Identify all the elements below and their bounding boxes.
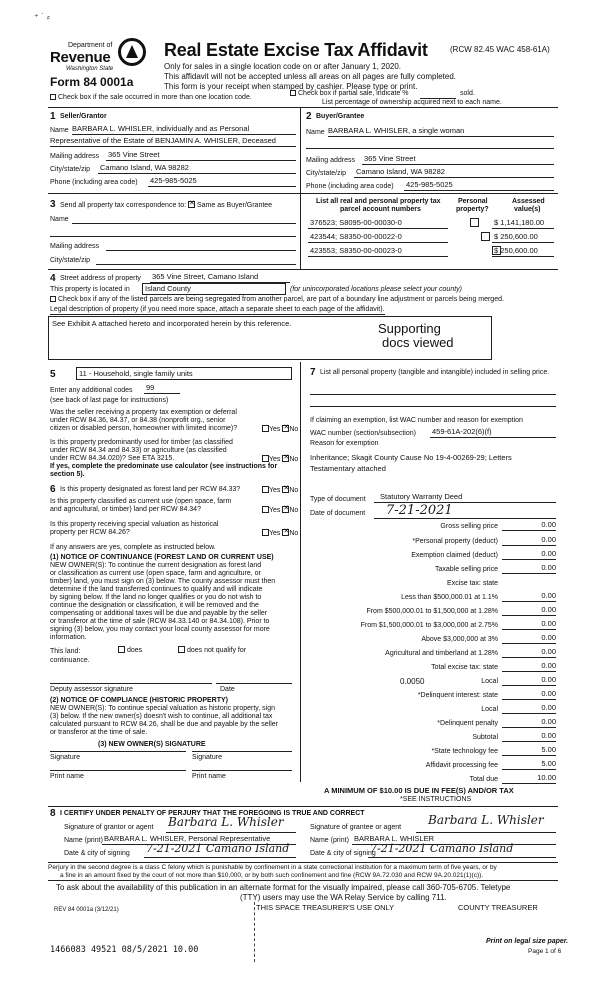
notice1-line: signing (3) below, you may contact your local county assessor for more <box>50 626 270 633</box>
q6-2-line2: and agricultural, or timber) land per RCW 84.34? <box>50 506 201 513</box>
doc-type-value: Statutory Warranty Deed <box>380 492 463 501</box>
tax-row-line <box>502 573 556 574</box>
deputy-sig-label: Deputy assessor signature <box>50 686 133 693</box>
scan-mark: ⁺ ˙ ⸗ <box>34 12 50 22</box>
yes-label: Yes <box>269 426 281 433</box>
tax-row-line <box>502 727 556 728</box>
notice3-title: (3) NEW OWNER(S) SIGNATURE <box>98 741 206 748</box>
yes-checkbox[interactable] <box>262 506 269 513</box>
tax-row-line <box>502 559 556 560</box>
notice1-line: or classification as current use (open space, farm and agriculture, or <box>50 570 261 577</box>
yes-checkbox[interactable] <box>262 425 269 432</box>
seller-address-label: Mailing address <box>50 153 100 160</box>
parcel-number: 423553; S8350-00-00023-0 <box>310 246 402 255</box>
new-owner-sig-line-2 <box>192 751 292 752</box>
parcels-header-2: Personal <box>458 198 488 205</box>
grantor-signature: Barbara L. Whisler <box>168 815 284 829</box>
dept-line2: Revenue <box>50 49 111 66</box>
tax-row-value: 0.00 <box>541 591 556 600</box>
partial-sale-label: Check box if partial sale, indicate % <box>298 90 409 97</box>
seller-phone-line <box>148 186 296 187</box>
tax-row-line <box>502 755 556 756</box>
seller-city: Camano Island, WA 98282 <box>100 163 189 172</box>
county-select[interactable] <box>142 283 286 295</box>
tax-row-label: Exemption claimed (deduct) <box>411 552 498 559</box>
subtitle-1: Only for sales in a single location code on or after January 1, 2020. <box>164 62 402 71</box>
doc-type-label: Type of document <box>310 496 366 503</box>
codes-value: 99 <box>146 383 155 392</box>
local-rate: 0.0050 <box>400 677 425 686</box>
alt-format-2: (TTY) users may use the WA Relay Service by calling 711. <box>240 893 447 902</box>
notice2-line: calculated pursuant to RCW 84.26, shall be due and payable by the seller <box>50 721 279 728</box>
yes-checkbox[interactable] <box>262 486 269 493</box>
tax-row-label: Subtotal <box>472 734 498 741</box>
exemption-label: If claiming an exemption, list WAC number and reason for exemption <box>310 417 523 424</box>
tax-row-value: 0.00 <box>541 619 556 628</box>
tax-row-label: From $500,000.01 to $1,500,000 at 1.28% <box>366 608 498 615</box>
q5-2b-line1: If yes, complete the predominate use calculator (see instructions for <box>50 463 278 470</box>
tax-row-label: Local <box>481 678 498 685</box>
tax-row-label: Above $3,000,000 at 3% <box>421 636 498 643</box>
corr-mailing-line <box>106 250 296 251</box>
does-label: does <box>126 647 143 654</box>
q5-1-line1: Was the seller receiving a property tax exemption or deferral <box>50 409 237 416</box>
section-2-number: 2 <box>306 111 312 122</box>
q5-1-yesno[interactable] <box>262 425 298 434</box>
notice1-line: NEW OWNER(S): To continue the current designation as forest land <box>50 562 262 569</box>
new-owner-sig-line-1 <box>50 751 186 752</box>
does-not-label: does not qualify for <box>186 647 247 654</box>
tax-row-value: 0.00 <box>541 689 556 698</box>
seller-phone-label: Phone (including area code) <box>50 179 138 186</box>
notice1-line: information. <box>50 634 87 641</box>
yes-checkbox[interactable] <box>262 455 269 462</box>
q6-1-yesno[interactable] <box>262 486 298 495</box>
buyer-phone-label: Phone (including area code) <box>306 183 394 190</box>
section-1-number: 1 <box>50 111 56 122</box>
tax-row-line <box>502 671 556 672</box>
parcel-line <box>308 242 448 243</box>
tax-row-line <box>502 530 556 531</box>
tax-row-label: Total excise tax: state <box>431 664 498 671</box>
section-divider <box>300 107 301 269</box>
buyer-address-label: Mailing address <box>306 157 356 164</box>
correspondence-label <box>60 201 272 210</box>
tax-row-line <box>502 699 556 700</box>
grantee-date-line <box>368 857 556 858</box>
tax-row-line <box>502 741 556 742</box>
street-label: Street address of property <box>60 275 141 282</box>
section-3-number: 3 <box>50 199 56 210</box>
buyer-address-line <box>362 164 554 165</box>
tax-row-label: Excise tax: state <box>447 580 498 587</box>
tax-row-value: 0.00 <box>541 731 556 740</box>
tax-row-value: 0.00 <box>541 675 556 684</box>
yes-label: Yes <box>269 530 281 537</box>
q5-2b-line2: section 5). <box>50 471 85 478</box>
codes-label: Enter any additional codes <box>50 387 133 394</box>
print-line-2 <box>192 770 292 771</box>
parcel-number: 376523; S8095-00-00030-0 <box>310 218 402 227</box>
doc-date-value: 7-21-2021 <box>386 503 453 518</box>
q6-2-line1: Is this property classified as current use (open space, farm <box>50 498 232 505</box>
doc-date-line <box>374 518 556 519</box>
legal-label: Legal description of property (if you need more space, attach a separate sheet to each page of the affidavit). <box>50 306 385 315</box>
buyer-name: BARBARA L. WHISLER, a single woman <box>328 126 465 135</box>
parcels-header-3: Assessed <box>512 198 545 205</box>
seller-phone: 425-985-5025 <box>150 176 197 185</box>
value-line <box>492 242 554 243</box>
tax-row-value: 5.00 <box>541 745 556 754</box>
no-checkbox[interactable] <box>282 486 289 493</box>
tax-row-line <box>502 601 556 602</box>
seller-address-line <box>106 160 296 161</box>
dept-line1: Department of <box>68 42 113 49</box>
checkbox-icon[interactable] <box>118 646 125 653</box>
stamp-line-2: docs viewed <box>382 335 454 350</box>
no-checkbox[interactable] <box>282 425 289 432</box>
tax-row-label: *Personal property (deduct) <box>412 538 498 545</box>
perjury-line-2: a fine in an amount fixed by the court of not more than $10,000, or by both such confinement and fine (RCW 9A.72.030 and RCW 9A.20.021(1)(c)). <box>60 872 484 879</box>
corr-city-line <box>96 264 296 265</box>
seller-city-line <box>98 173 296 174</box>
land-use-value: 11 - Household, single family units <box>79 369 193 378</box>
yes-label: Yes <box>269 456 281 463</box>
tax-row-line <box>502 657 556 658</box>
personal-property-checkbox[interactable] <box>470 218 479 227</box>
tax-row-value: 0.00 <box>541 633 556 642</box>
tax-row-value: 0.00 <box>541 605 556 614</box>
form-title: Real Estate Excise Tax Affidavit <box>164 40 428 60</box>
deputy-date-label: Date <box>220 686 235 693</box>
section-6-number: 6 <box>50 484 56 495</box>
tax-row-line <box>502 545 556 546</box>
located-label: This property is located in <box>50 286 130 293</box>
signature-label-1: Signature <box>50 754 80 761</box>
notice1-line: timber) land, you must sign on (3) below. The county assessor must then <box>50 578 276 585</box>
doc-date-label: Date of document <box>310 510 366 517</box>
tax-row-value: 0.00 <box>541 647 556 656</box>
q5-1-line3: citizen or disabled person, homeowner with limited income)? <box>50 425 238 432</box>
grantor-date: 7-21-2021 Camano Island <box>146 842 290 855</box>
deputy-sig-line <box>50 683 212 684</box>
no-checkbox[interactable] <box>282 506 289 513</box>
street-value: 365 Vine Street, Camano Island <box>152 272 259 281</box>
grantee-sig-label: Signature of grantee or agent <box>310 824 402 831</box>
notice1-line: compensating or additional taxes will be due and payable by the seller <box>50 610 268 617</box>
parcels-header-2b: property? <box>456 206 489 213</box>
tax-row-label: Gross selling price <box>440 523 498 530</box>
tax-row-label: From $1,500,000.01 to $3,000,000 at 2.75% <box>360 622 498 629</box>
notice2-line: or transferor at the time of sale. <box>50 729 148 736</box>
seller-name-label: Name <box>50 127 69 134</box>
tax-row-label: Agricultural and timberland at 1.28% <box>385 650 498 657</box>
section8-top <box>48 806 558 807</box>
corr-name2-line <box>50 236 296 237</box>
tax-row-label: Less than $500,000.01 at 1.1% <box>401 594 498 601</box>
grantee-name-label: Name (print) <box>310 837 349 844</box>
q6-1: Is this property designated as forest land per RCW 84.33? <box>60 486 241 493</box>
treasurer-use: THIS SPACE TREASURER'S USE ONLY <box>256 903 395 912</box>
dept-line3: Washington State <box>66 66 114 72</box>
tax-row-line <box>502 769 556 770</box>
grantee-sig-line <box>416 832 556 833</box>
tax-row-label: Affidavit processing fee <box>425 762 498 769</box>
segregated-checkbox[interactable] <box>50 296 504 304</box>
section-5-number: 5 <box>50 369 56 380</box>
value-line <box>492 228 554 229</box>
signature-label-2: Signature <box>192 754 222 761</box>
tax-row-label: *Delinquent interest: state <box>417 692 498 699</box>
seller-name-line1: BARBARA L. WHISLER, individually and as Personal <box>72 124 250 133</box>
yes-label: Yes <box>269 487 281 494</box>
no-label: No <box>289 426 299 433</box>
yes-label: Yes <box>269 507 281 514</box>
treasurer-divider <box>254 902 255 962</box>
sold-label: sold. <box>460 90 475 97</box>
see-back: (see back of last page for instructions) <box>50 397 169 404</box>
corr-city-label: City/state/zip <box>50 257 91 264</box>
seller-name2-line <box>50 146 296 147</box>
q6-3-line1: Is this property receiving special valuation as historical <box>50 521 219 528</box>
corr-mailing-label: Mailing address <box>50 243 100 250</box>
notice1-line: continue the designation or classification, it will be removed and the <box>50 602 259 609</box>
section-8-number: 8 <box>50 808 56 819</box>
q6-3-yesno[interactable] <box>262 529 298 538</box>
parcel-value: $ 1,141,180.00 <box>494 218 545 227</box>
parcels-header-1b: parcel account numbers <box>340 206 421 213</box>
reason-line-1: Inheritance; Skagit County Cause No 19-4-00269-29; Letters <box>310 453 512 462</box>
header-divider <box>48 107 558 108</box>
tax-row-value: 0.00 <box>541 520 556 529</box>
no-checkbox[interactable] <box>282 455 289 462</box>
buyer-city: Camano Island, WA 98282 <box>356 167 445 176</box>
grantor-name-label: Name (print) <box>64 837 103 844</box>
tax-row-line <box>502 685 556 686</box>
wac-value: 459-61A-202(6)(f) <box>432 427 492 436</box>
grantor-date-line <box>144 857 296 858</box>
continuance-label: continuance. <box>50 657 90 664</box>
page-number: Page 1 of 6 <box>528 948 562 955</box>
no-checkbox[interactable] <box>282 529 289 536</box>
section-7-number: 7 <box>310 367 316 378</box>
buyer-phone: 425-985-5025 <box>406 180 453 189</box>
tax-row-value: 0.00 <box>541 703 556 712</box>
tax-row-value: 0.00 <box>541 535 556 544</box>
checkbox-icon[interactable] <box>178 646 185 653</box>
buyer-name-label: Name <box>306 129 325 136</box>
grantee-date: 7-21-2021 Camano Island <box>370 842 514 855</box>
corr-name-label: Name <box>50 216 69 223</box>
multi-location-checkbox[interactable] <box>50 94 252 102</box>
grantee-name: BARBARA L. WHISLER <box>354 834 435 843</box>
grantor-sig-label: Signature of grantor or agent <box>64 824 154 831</box>
buyer-name-line <box>328 136 554 137</box>
section-4-number: 4 <box>50 273 56 284</box>
county-value: Island County <box>145 284 191 293</box>
buyer-address: 365 Vine Street <box>364 154 416 163</box>
revenue-logo-icon <box>118 38 146 66</box>
county-treasurer: COUNTY TREASURER <box>458 903 538 912</box>
print-name-label-1: Print name <box>50 773 84 780</box>
parcel-value: $ 250,600.00 <box>494 246 538 255</box>
grantor-name: BARBARA L. WHISLER, Personal Representative <box>104 834 271 843</box>
tax-row-value: 0.00 <box>541 563 556 572</box>
no-label: No <box>289 487 299 494</box>
see-instructions: *SEE INSTRUCTIONS <box>400 796 472 803</box>
seller-name-line <box>72 134 296 135</box>
checkbox-icon[interactable] <box>50 94 56 100</box>
seller-address: 365 Vine Street <box>108 150 160 159</box>
notice2-title: (2) NOTICE OF COMPLIANCE (HISTORIC PROPERTY) <box>50 697 228 704</box>
land-use-select[interactable] <box>76 367 292 380</box>
rev-number: REV 84 0001a (3/12/21) <box>54 907 119 913</box>
stamp-line-1: Supporting <box>378 321 441 336</box>
partial-sale-checkbox[interactable] <box>290 90 409 98</box>
tax-row-value: 0.00 <box>541 661 556 670</box>
notice1-line: determine if the land transferred continues to qualify and will indicate <box>50 586 263 593</box>
print-name-label-2: Print name <box>192 773 226 780</box>
deputy-date-line <box>216 683 292 684</box>
column-divider <box>300 362 301 782</box>
recording-stamp: 1466083 49521 08/5/2021 10.00 <box>50 945 199 955</box>
unincorporated-note: (for unincorporated locations please select your county) <box>290 286 462 293</box>
section3-bottom <box>48 269 558 270</box>
q5-2-line1: Is this property predominantly used for timber (as classified <box>50 439 233 446</box>
tax-row-value: 0.00 <box>541 717 556 726</box>
perjury-line-1: Perjury in the second degree is a class C felony which is punishable by confinement in a state correctional institution for a maximum term of five years, or by <box>48 864 497 871</box>
q6-3-line2: property per RCW 84.26? <box>50 529 130 536</box>
subtitle-3: This form is your receipt when stamped by cashier. Please type or print. <box>164 82 418 91</box>
this-land-label: This land: <box>50 648 81 655</box>
multi-location-label: Check box if the sale occurred in more than one location code. <box>58 94 252 101</box>
tax-row-value: 0.00 <box>541 549 556 558</box>
percentage-instruction: List percentage of ownership acquired next to each name. <box>322 99 502 106</box>
parcels-header-3b: value(s) <box>514 206 541 213</box>
rcw-ref: (RCW 82.45 WAC 458-61A) <box>450 45 550 54</box>
q5-2-line2: under RCW 84.34 and 84.33) or agriculture (as classified <box>50 447 227 454</box>
no-label: No <box>289 530 299 537</box>
yes-checkbox[interactable] <box>262 529 269 536</box>
personal-property-label: List all personal property (tangible and intangible) included in selling price. <box>320 369 550 376</box>
seller-city-label: City/state/zip <box>50 166 91 173</box>
perjury-divider <box>48 880 558 881</box>
grantee-date-label: Date & city of signing <box>310 850 376 857</box>
pp-line-1 <box>310 394 556 395</box>
tax-row-label: Taxable selling price <box>434 566 498 573</box>
parcel-value: $ 250,600.00 <box>494 232 538 241</box>
buyer-city-line <box>354 177 554 178</box>
value-line <box>492 256 554 257</box>
tax-row-line <box>502 629 556 630</box>
parcel-line <box>308 256 448 257</box>
checkbox-icon[interactable] <box>290 90 296 96</box>
tax-row-line <box>502 783 556 784</box>
buyer-name2-line <box>306 148 554 149</box>
codes-line <box>144 393 180 394</box>
parcels-header-1: List all real and personal property tax <box>316 198 441 205</box>
q5-2-line3: under RCW 84.34.020)? See ETA 3215. <box>50 455 175 462</box>
corr-name-line <box>72 223 296 224</box>
personal-property-checkbox[interactable] <box>481 232 490 241</box>
does-not-checkbox[interactable] <box>178 646 246 655</box>
grantee-signature: Barbara L. Whisler <box>428 813 544 827</box>
legal-paper-note: Print on legal size paper. <box>486 938 569 945</box>
certify-text: I CERTIFY UNDER PENALTY OF PERJURY THAT THE FOREGOING IS TRUE AND CORRECT <box>60 810 365 817</box>
buyer-city-label: City/state/zip <box>306 170 347 177</box>
tax-row-label: Local <box>481 706 498 713</box>
wac-label: WAC number (section/subsection) <box>310 430 416 437</box>
if-any-yes: If any answers are yes, complete as instructed below. <box>50 544 216 551</box>
same-as-label: Same as Buyer/Grantee <box>196 202 273 209</box>
no-label: No <box>289 456 299 463</box>
q6-2-yesno[interactable] <box>262 506 298 515</box>
tax-row-line <box>502 615 556 616</box>
no-label: No <box>289 507 299 514</box>
does-checkbox[interactable] <box>118 646 142 655</box>
tax-row-value: 5.00 <box>541 759 556 768</box>
section1-bottom <box>48 193 558 194</box>
checkbox-icon[interactable] <box>50 296 56 302</box>
reason-label: Reason for exemption <box>310 440 379 447</box>
same-as-checkbox[interactable] <box>188 201 195 208</box>
legal-description: See Exhibit A attached hereto and incorporated herein by this reference. <box>52 319 292 328</box>
notice2-line: NEW OWNER(S): To continue special valuation as historic property, sign <box>50 705 275 712</box>
tax-row-line <box>502 713 556 714</box>
notice1-line: by signing below. If the land no longer qualifies or you do not wish to <box>50 594 262 601</box>
tax-row-label: *Delinquent penalty <box>437 720 498 727</box>
print-line-1 <box>50 770 186 771</box>
parcel-number: 423544; S8350-00-00022-0 <box>310 232 402 241</box>
seller-name-line2: Representative of the Estate of BENJAMIN A. WHISLER, Deceased <box>50 136 276 145</box>
notice1-line: or transferor at the time of sale (RCW 84.33.140 or 84.34.108). Prior to <box>50 618 270 625</box>
tax-row-line <box>502 643 556 644</box>
q5-1-line2: under RCW 84.36, 84.37, or 84.38 (nonprofit org., senior <box>50 417 226 424</box>
tax-row-label: *State technology fee <box>431 748 498 755</box>
pp-line-2 <box>310 406 556 407</box>
buyer-phone-line <box>404 190 554 191</box>
grantor-date-label: Date & city of signing <box>64 850 130 857</box>
correspondence-text: Send all property tax correspondence to: <box>60 202 187 209</box>
tax-row-label: Total due <box>469 776 498 783</box>
tax-row-value: 10.00 <box>537 773 556 782</box>
wac-line <box>430 437 556 438</box>
segregated-label: Check box if any of the listed parcels are being segregated from another parcel, are part of a boundary line adjustment or parcels being merged. <box>58 296 504 303</box>
alt-format-1: To ask about the availability of this publication in an alternate format for the visually impaired, please call 360-705-6705. Teletype <box>56 883 511 892</box>
minimum-due: A MINIMUM OF $10.00 IS DUE IN FEE(S) AND/OR TAX <box>324 786 514 795</box>
parcel-line <box>308 228 448 229</box>
notice2-line: (3) below. If the new owner(s) doesn't wish to continue, all additional tax <box>50 713 273 720</box>
subtitle-2: This affidavit will not be accepted unless all areas on all pages are fully completed. <box>164 72 457 81</box>
seller-heading: Seller/Grantor <box>60 113 107 120</box>
form-number: Form 84 0001a <box>50 75 134 89</box>
notice1-title: (1) NOTICE OF CONTINUANCE (FOREST LAND OR CURRENT USE) <box>50 554 274 561</box>
footer-top <box>48 862 558 863</box>
grantor-sig-line <box>166 832 296 833</box>
buyer-heading: Buyer/Grantee <box>316 113 365 120</box>
reason-line-2: Testamentary attached <box>310 464 386 473</box>
